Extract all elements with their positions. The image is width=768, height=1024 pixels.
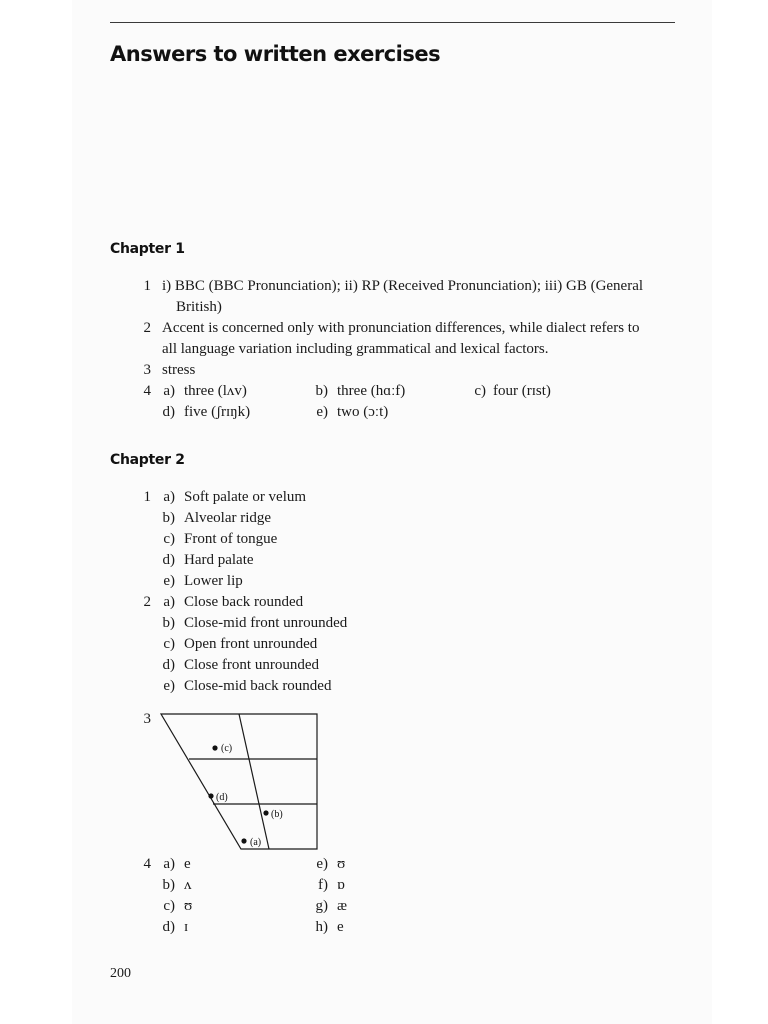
ch2-q4-letter-f: f) bbox=[318, 877, 328, 893]
ch2-q4-letter-d: d) bbox=[162, 919, 175, 935]
vowel-label-b: (b) bbox=[271, 809, 283, 820]
ch2-q1-letter-b: b) bbox=[162, 510, 175, 526]
ch2-q4-answer-h: e bbox=[337, 919, 344, 935]
ch2-q4-answer-c: ʊ bbox=[184, 898, 193, 914]
vowel-label-a: (a) bbox=[250, 837, 262, 848]
vowel-point-d bbox=[208, 793, 213, 798]
ch2-q2-answer-a: Close back rounded bbox=[184, 594, 304, 610]
ch2-q4-answer-f: ɒ bbox=[337, 877, 345, 893]
ch1-q2-line-2: all language variation including grammatical and lexical factors. bbox=[162, 341, 549, 357]
ch2-q2-answer-e: Close-mid back rounded bbox=[184, 678, 332, 694]
ch1-q2-line-1: Accent is concerned only with pronunciation differences, while dialect refers to bbox=[162, 320, 640, 336]
ch1-q4-answer-d: five (ʃrɪŋk) bbox=[184, 404, 251, 420]
ch2-q1-answer-b: Alveolar ridge bbox=[184, 510, 272, 526]
page-title: Answers to written exercises bbox=[110, 42, 441, 66]
ch2-q4-answer-g: æ bbox=[337, 898, 348, 914]
top-rule bbox=[110, 22, 675, 23]
ch1-q4-letter-e: e) bbox=[316, 404, 328, 420]
ch1-q4-number: 4 bbox=[143, 383, 151, 399]
ch2-q4-letter-a: a) bbox=[163, 856, 175, 872]
ch1-q4-letter-d: d) bbox=[162, 404, 175, 420]
ch2-q1-letter-a: a) bbox=[163, 489, 175, 505]
ch2-q1-answer-a: Soft palate or velum bbox=[184, 489, 307, 505]
chapter-2-heading: Chapter 2 bbox=[110, 452, 185, 468]
vowel-chart-central-line bbox=[239, 714, 269, 849]
ch1-q3-line-1: stress bbox=[162, 362, 196, 378]
vowel-point-c bbox=[212, 745, 217, 750]
ch1-q4-answer-e: two (ɔːt) bbox=[337, 404, 389, 420]
ch2-q2-letter-b: b) bbox=[162, 615, 175, 631]
ch2-q4-letter-b: b) bbox=[162, 877, 175, 893]
ch2-q2-number: 2 bbox=[143, 594, 151, 610]
ch1-q4-answer-b: three (hɑːf) bbox=[337, 383, 406, 399]
ch2-q4-number: 4 bbox=[143, 856, 151, 872]
ch2-q2-answer-b: Close-mid front unrounded bbox=[184, 615, 348, 631]
ch1-q4-letter-b: b) bbox=[315, 383, 328, 399]
vowel-point-b bbox=[263, 810, 268, 815]
ch1-q1-line-1: i) BBC (BBC Pronunciation); ii) RP (Received Pronunciation); iii) GB (General bbox=[162, 278, 644, 294]
ch2-q2-letter-c: c) bbox=[163, 636, 175, 652]
ch1-q4-letter-a: a) bbox=[163, 383, 175, 399]
ch2-q1-letter-e: e) bbox=[163, 573, 175, 589]
ch2-q4-letter-c: c) bbox=[163, 898, 175, 914]
ch2-q2-answer-c: Open front unrounded bbox=[184, 636, 318, 652]
ch1-q3-number: 3 bbox=[143, 362, 151, 378]
ch2-q1-letter-c: c) bbox=[163, 531, 175, 547]
ch2-q1-answer-e: Lower lip bbox=[184, 573, 243, 589]
ch2-q2-letter-a: a) bbox=[163, 594, 175, 610]
ch2-q1-letter-d: d) bbox=[162, 552, 175, 568]
ch2-q4-letter-h: h) bbox=[315, 919, 328, 935]
ch2-q4-answer-b: ʌ bbox=[184, 877, 192, 893]
ch1-q2-number: 2 bbox=[143, 320, 151, 336]
ch2-q1-answer-c: Front of tongue bbox=[184, 531, 278, 547]
vowel-label-c: (c) bbox=[221, 743, 233, 754]
ch2-q2-letter-e: e) bbox=[163, 678, 175, 694]
ch2-q4-letter-e: e) bbox=[316, 856, 328, 872]
ch1-q1-line-2: British) bbox=[176, 299, 222, 315]
ch2-q1-answer-d: Hard palate bbox=[184, 552, 254, 568]
ch2-q4-answer-a: e bbox=[184, 856, 191, 872]
ch1-q4-answer-a: three (lʌv) bbox=[184, 383, 247, 399]
ch2-q2-letter-d: d) bbox=[162, 657, 175, 673]
chapter-1-heading: Chapter 1 bbox=[110, 241, 185, 257]
ch2-q2-answer-d: Close front unrounded bbox=[184, 657, 319, 673]
ch2-q4-answer-d: ɪ bbox=[184, 919, 189, 935]
ch1-q4-letter-c: c) bbox=[474, 383, 486, 399]
ch2-q3-number: 3 bbox=[143, 711, 151, 727]
vowel-chart-outline bbox=[161, 714, 317, 849]
vowel-label-d: (d) bbox=[216, 792, 228, 803]
vowel-quadrilateral-diagram bbox=[155, 708, 325, 856]
vowel-point-a bbox=[241, 838, 246, 843]
ch2-q1-number: 1 bbox=[143, 489, 151, 505]
ch2-q4-letter-g: g) bbox=[315, 898, 328, 914]
page-number: 200 bbox=[110, 966, 131, 981]
ch1-q4-answer-c: four (rɪst) bbox=[493, 383, 551, 399]
ch1-q1-number: 1 bbox=[143, 278, 151, 294]
ch2-q4-answer-e: ʊ bbox=[337, 856, 346, 872]
